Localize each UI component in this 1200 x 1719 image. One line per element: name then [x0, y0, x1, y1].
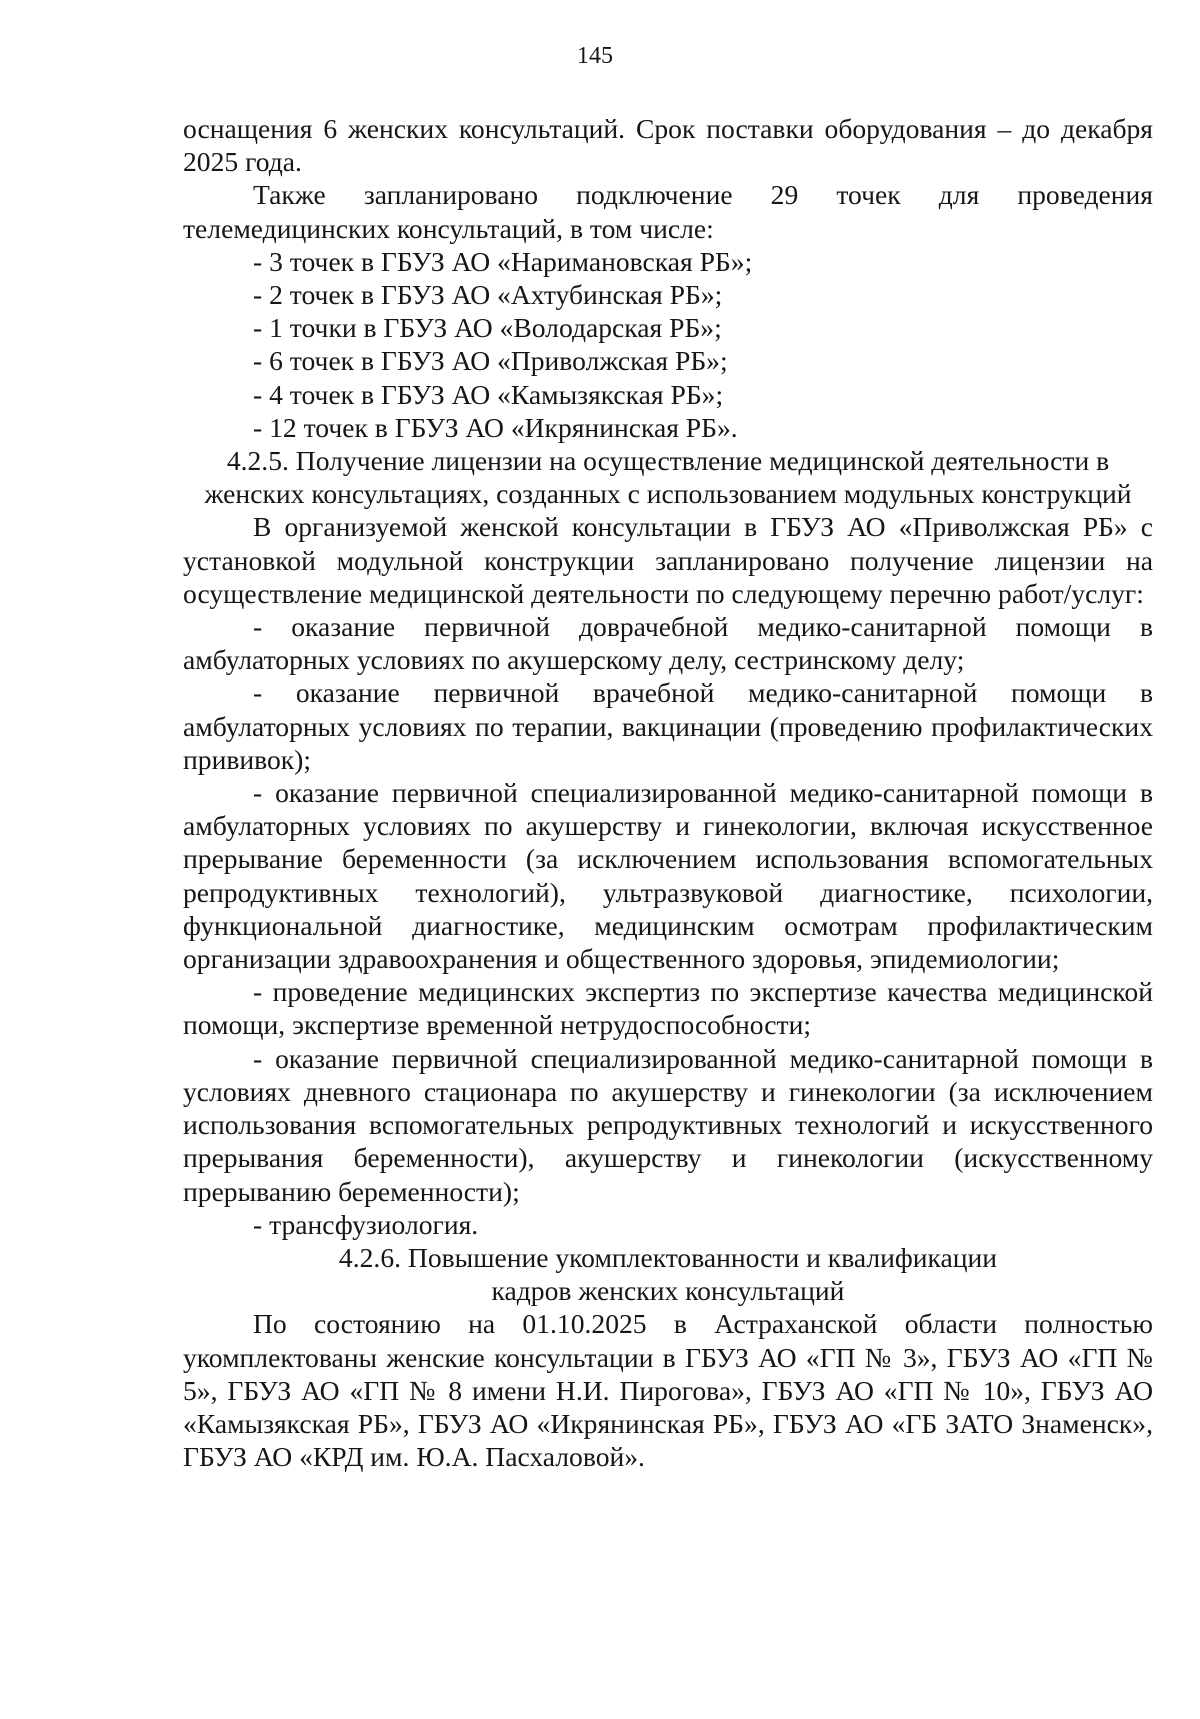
list-item: - 2 точек в ГБУЗ АО «Ахтубинская РБ»;	[253, 279, 723, 311]
intro-continuation: оснащения 6 женских консультаций. Срок поставки оборудования – до декабря 2025 года.	[183, 113, 1153, 178]
license-services-list	[183, 610, 1153, 1241]
list-item: - 1 точки в ГБУЗ АО «Володарская РБ»;	[253, 312, 722, 344]
list-item: - 3 точек в ГБУЗ АО «Наримановская РБ»;	[253, 245, 753, 277]
telemedicine-intro: Также запланировано подключение 29 точек для проведения телемедицинских консультаций, в том числе:	[183, 179, 1153, 244]
list-item: - 12 точек в ГБУЗ АО «Икрянинская РБ».	[253, 411, 738, 443]
page-number: 145	[577, 43, 613, 69]
document-body	[183, 112, 1153, 1473]
section-heading-4-2-6: 4.2.6. Повышение укомплектованности и квалификации кадров женских консультаций	[338, 1241, 998, 1307]
license-intro: В организуемой женской консультации в ГБУЗ АО «Приволжская РБ» с установкой модульной конструкции запланировано получение лицензии на осуществление медицинской деятельности по следующему перечню работ/услуг:	[183, 511, 1153, 609]
list-item: - оказание первичной специализированной медико-санитарной помощи в условиях дневного стационара по акушерству и гинекологии (за исключением использования вспомогательных репродуктивных технологий и искусственного прерывания беременности), акушерству и гинекологии (искусственному прерыванию беременности);	[183, 1042, 1153, 1207]
list-item: - проведение медицинских экспертиз по экспертизе качества медицинской помощи, экспертизе временной нетрудоспособности;	[183, 976, 1153, 1041]
list-item: - оказание первичной доврачебной медико-санитарной помощи в амбулаторных условиях по акушерскому делу, сестринскому делу;	[183, 611, 1153, 676]
list-item: - 6 точек в ГБУЗ АО «Приволжская РБ»;	[253, 345, 728, 377]
list-item: - оказание первичной специализированной медико-санитарной помощи в амбулаторных условиях по акушерству и гинекологии, включая искусственное прерывание беременности (за исключением использования вспомогательных репродуктивных технологий), ультразвуковой диагностике, психологии, функциональной диагностике, медицинским осмотрам профилактическим организации здравоохранения и общественного здоровья, эпидемиологии;	[183, 777, 1153, 975]
telemedicine-list	[183, 245, 1153, 444]
list-item: - 4 точек в ГБУЗ АО «Камызякская РБ»;	[253, 378, 724, 410]
list-item: - трансфузиология.	[253, 1208, 479, 1240]
list-item: - оказание первичной врачебной медико-санитарной помощи в амбулаторных условиях по терапии, вакцинации (проведению профилактических прививок);	[183, 677, 1153, 775]
section-heading-4-2-5: 4.2.5. Получение лицензии на осуществление медицинской деятельности в женских консультациях, созданных с использованием модульных конструкций	[204, 445, 1132, 510]
staffing-paragraph: По состоянию на 01.10.2025 в Астраханской области полностью укомплектованы женские консультации в ГБУЗ АО «ГП № 3», ГБУЗ АО «ГП № 5», ГБУЗ АО «ГП № 8 имени Н.И. Пирогова», ГБУЗ АО «ГП № 10», ГБУЗ АО «Камызякская РБ», ГБУЗ АО «Икрянинская РБ», ГБУЗ АО «ГБ ЗАТО Знаменск», ГБУЗ АО «КРД им. Ю.А. Пасхаловой».	[183, 1308, 1153, 1473]
